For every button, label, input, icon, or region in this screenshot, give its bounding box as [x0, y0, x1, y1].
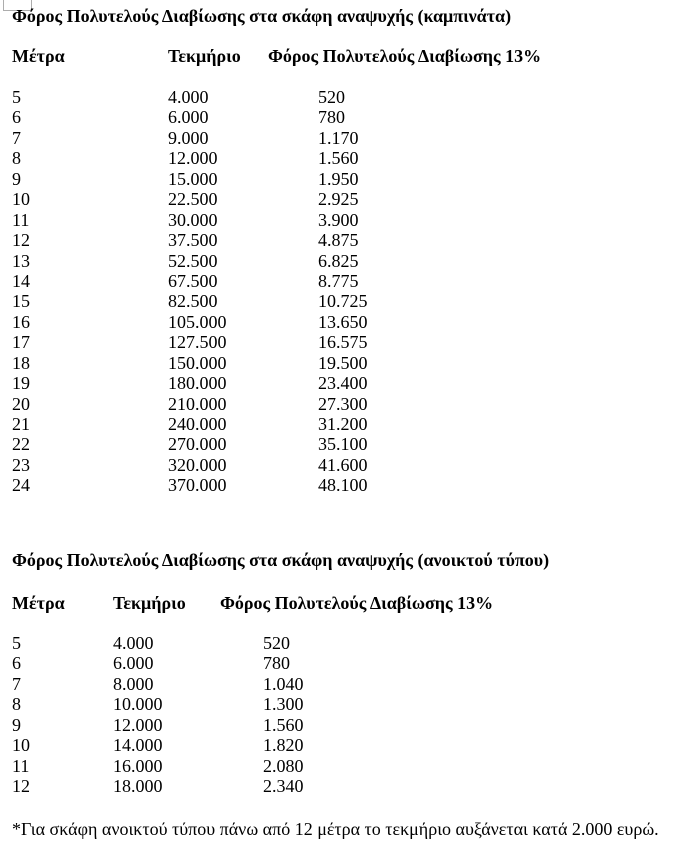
table-row	[0, 332, 676, 352]
table-row	[0, 674, 676, 694]
table-row	[0, 475, 676, 495]
table-cell: 17	[12, 332, 30, 353]
table-row	[0, 148, 676, 168]
table-cell: 30.000	[168, 209, 218, 230]
table-cell: 2.340	[263, 776, 304, 797]
table-cell: 780	[263, 653, 290, 674]
table-cell: 31.200	[318, 414, 368, 434]
table-row	[0, 251, 676, 271]
table-cell: 14.000	[113, 735, 163, 756]
table-row	[0, 735, 676, 755]
footnote: *Για σκάφη ανοικτού τύπου πάνω από 12 μέτρα το τεκμήριο αυξάνεται κατά 2.000 ευρώ.	[12, 819, 659, 839]
table-cell: 9	[12, 714, 21, 735]
table-header-row	[0, 46, 676, 66]
table-cell: 15	[12, 291, 30, 312]
table-cell: 320.000	[168, 454, 227, 475]
table-cell: 18	[12, 352, 30, 373]
table-row	[0, 230, 676, 250]
table-cell: 23	[12, 454, 30, 475]
table-cell: 6.000	[168, 107, 209, 128]
table-row	[0, 414, 676, 434]
table-row	[0, 87, 676, 107]
table-cell: 2.080	[263, 755, 304, 776]
table-cell: 12.000	[113, 714, 163, 735]
col-header-tekmirio: Τεκμήριο	[113, 593, 186, 613]
col-header-meters: Μέτρα	[12, 46, 65, 66]
table-cell: 6.000	[113, 653, 154, 674]
table-title-open-type: Φόρος Πολυτελούς Διαβίωσης στα σκάφη αναψυχής (ανοικτού τύπου)	[12, 550, 550, 570]
table-cell: 6.825	[318, 250, 359, 271]
table-cell: 1.950	[318, 168, 359, 189]
table-cell: 19	[12, 373, 30, 394]
table-cell: 1.300	[263, 694, 304, 715]
table-row	[0, 271, 676, 291]
table-cell: 12	[12, 776, 30, 797]
table-cell: 16.575	[318, 332, 368, 353]
table-cell: 20	[12, 393, 30, 414]
table-cell: 7	[12, 673, 21, 694]
table-cell: 22	[12, 434, 30, 455]
table-cell: 10.000	[113, 694, 163, 715]
table-cell: 270.000	[168, 434, 227, 455]
table-cell: 67.500	[168, 270, 218, 291]
table-row	[0, 291, 676, 311]
table-cell: 15.000	[168, 168, 218, 189]
table-row	[0, 107, 676, 127]
table-cell: 27.300	[318, 393, 368, 414]
table-cell: 14	[12, 270, 30, 291]
table-cell: 8.775	[318, 270, 359, 291]
table-cell: 12	[12, 230, 30, 251]
table-cell: 127.500	[168, 332, 227, 353]
table-row	[0, 128, 676, 148]
table-cell: 24	[12, 475, 30, 496]
table-row	[0, 434, 676, 454]
table-title-cabin: Φόρος Πολυτελούς Διαβίωσης στα σκάφη αναψυχής (καμπινάτα)	[12, 6, 512, 26]
table-cell: 1.170	[318, 127, 359, 148]
table-cell: 19.500	[318, 352, 368, 373]
table-cell: 52.500	[168, 250, 218, 271]
table-cell: 210.000	[168, 393, 227, 414]
table-cell: 6	[12, 653, 21, 674]
table-header-row	[0, 593, 676, 613]
table-row	[0, 633, 676, 653]
table-cell: 13.650	[318, 311, 368, 332]
table-cell: 22.500	[168, 189, 218, 210]
table-row	[0, 353, 676, 373]
table-row	[0, 169, 676, 189]
table-cell: 48.100	[318, 475, 368, 496]
table-cell: 180.000	[168, 373, 227, 394]
table-cell: 520	[263, 633, 290, 653]
table-cell: 8	[12, 148, 21, 169]
table-cell: 4.000	[113, 633, 154, 653]
table-row	[0, 394, 676, 414]
table-cell: 5	[12, 633, 21, 653]
table-cell: 23.400	[318, 373, 368, 394]
table-cell: 1.560	[318, 148, 359, 169]
table-row	[0, 189, 676, 209]
table-cell: 240.000	[168, 414, 227, 434]
table-cell: 9	[12, 168, 21, 189]
table-cell: 8	[12, 694, 21, 715]
table-row	[0, 210, 676, 230]
col-header-tax: Φόρος Πολυτελούς Διαβίωσης 13%	[268, 46, 542, 66]
table-row	[0, 373, 676, 393]
table-cell: 7	[12, 127, 21, 148]
table-cell: 11	[12, 209, 30, 230]
col-header-tekmirio: Τεκμήριο	[168, 46, 241, 66]
table-cell: 105.000	[168, 311, 227, 332]
table-row	[0, 715, 676, 735]
table-cell: 10	[12, 189, 30, 210]
table-cell: 5	[12, 87, 21, 107]
table-row	[0, 653, 676, 673]
table-cell: 1.560	[263, 714, 304, 735]
table-cell: 370.000	[168, 475, 227, 496]
table-row	[0, 312, 676, 332]
table-cell: 9.000	[168, 127, 209, 148]
table-cell: 18.000	[113, 776, 163, 797]
table-cell: 4.000	[168, 87, 209, 107]
table-cell: 10.725	[318, 291, 368, 312]
table-cell: 2.925	[318, 189, 359, 210]
table-cell: 82.500	[168, 291, 218, 312]
table-cell: 11	[12, 755, 30, 776]
table-cell: 16.000	[113, 755, 163, 776]
table-cell: 10	[12, 735, 30, 756]
table-rows-open-type	[0, 633, 676, 797]
table-cell: 150.000	[168, 352, 227, 373]
table-cell: 37.500	[168, 230, 218, 251]
col-header-tax: Φόρος Πολυτελούς Διαβίωσης 13%	[220, 593, 494, 613]
table-cell: 520	[318, 87, 345, 107]
table-cell: 4.875	[318, 230, 359, 251]
table-cell: 13	[12, 250, 30, 271]
table-row	[0, 694, 676, 714]
table-cell: 780	[318, 107, 345, 128]
table-cell: 6	[12, 107, 21, 128]
table-cell: 1.820	[263, 735, 304, 756]
table-cell: 41.600	[318, 454, 368, 475]
table-row	[0, 756, 676, 776]
table-row	[0, 776, 676, 796]
table-cell: 8.000	[113, 673, 154, 694]
table-cell: 21	[12, 414, 30, 434]
table-cell: 1.040	[263, 673, 304, 694]
table-cell: 16	[12, 311, 30, 332]
col-header-meters: Μέτρα	[12, 593, 65, 613]
table-row	[0, 455, 676, 475]
table-cell: 12.000	[168, 148, 218, 169]
table-rows-cabin	[0, 87, 676, 496]
table-cell: 35.100	[318, 434, 368, 455]
table-cell: 3.900	[318, 209, 359, 230]
